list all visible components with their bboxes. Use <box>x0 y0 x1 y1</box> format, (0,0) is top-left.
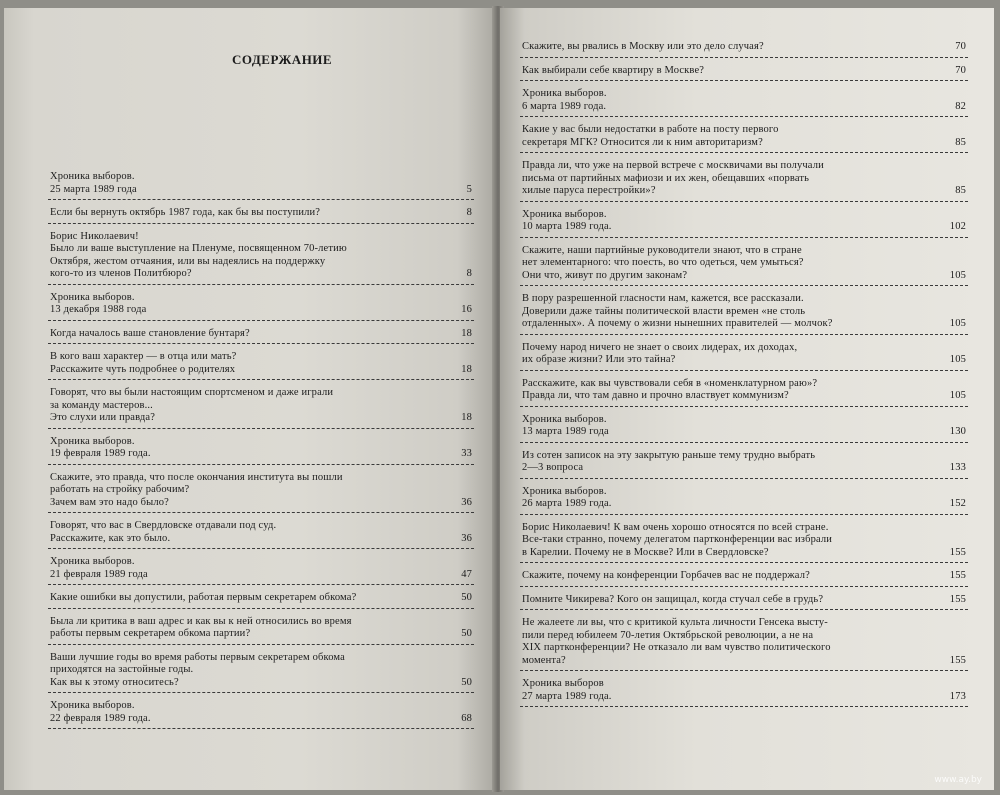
toc-entry <box>520 292 968 335</box>
toc-entry <box>520 449 968 479</box>
toc-entry <box>520 87 968 117</box>
toc-entry-text: Ваши лучшие годы во время работы первым секретарем обкома приходятся на застойные годы. Как вы к этому относитесь? <box>50 651 345 688</box>
toc-entry <box>520 40 968 58</box>
toc-entry <box>48 471 474 514</box>
toc-entry-text: Какие у вас были недостатки в работе на посту первого секретаря МГК? Относится ли к ним авторитаризм? <box>522 124 779 148</box>
toc-entry-text: Хроника выборов. 19 февраля 1989 года. <box>50 435 151 459</box>
toc-entry-page: 173 <box>949 690 966 702</box>
toc-entry-page: 18 <box>461 412 472 423</box>
toc-entry-page: 18 <box>461 363 472 375</box>
toc-entry-text: Борис Николаевич! К вам очень хорошо относятся по всей стране. Все-таки странно, почему делегатом партконференции вас избрали в Карелии. Почему не в Москве? Или в Свердловске? <box>522 521 833 558</box>
toc-entry <box>520 159 968 202</box>
watermark: www.ay.by <box>934 775 982 785</box>
toc-entry-text: Хроника выборов. 6 марта 1989 года. <box>522 88 607 112</box>
toc-entry-page: 105 <box>949 318 966 329</box>
toc-entry-page: 50 <box>461 628 472 639</box>
toc-entry-page: 50 <box>461 676 472 688</box>
toc-entry-page: 133 <box>949 462 966 473</box>
toc-entry-page: 105 <box>949 390 966 401</box>
toc-entry <box>520 123 968 153</box>
toc-entry-page: 105 <box>949 354 966 365</box>
toc-entry-text: Говорят, что вас в Свердловске отдавали под суд. Расскажите, как это было. <box>50 520 277 544</box>
toc-entry-page: 155 <box>949 546 966 558</box>
toc-entry-text: Почему народ ничего не знает о своих лидерах, их доходах, их образе жизни? Или это тайна? <box>522 341 798 365</box>
toc-entry-text: Хроника выборов. 13 марта 1989 года <box>522 413 609 437</box>
toc-entry <box>48 651 474 694</box>
toc-entry-page: 155 <box>949 593 966 605</box>
toc-entry-page: 155 <box>949 654 966 666</box>
toc-entry <box>48 291 474 321</box>
toc-entry <box>520 593 968 611</box>
toc-entry-text: Как выбирали себе квартиру в Москве? <box>522 64 705 76</box>
toc-entry <box>520 64 968 82</box>
toc-entry-page: 16 <box>461 304 472 315</box>
toc-entry-page: 68 <box>461 712 472 724</box>
toc-list-left <box>48 170 474 735</box>
toc-entry-page: 33 <box>461 448 472 459</box>
toc-entry <box>48 170 474 200</box>
toc-entry-text: Хроника выборов. 13 декабря 1988 года <box>50 291 147 315</box>
toc-entry <box>520 341 968 371</box>
toc-entry <box>48 206 474 224</box>
toc-entry <box>48 230 474 285</box>
toc-entry-page: 36 <box>461 496 472 508</box>
toc-list-right <box>520 40 968 713</box>
toc-entry-text: Помните Чикирева? Кого он защищал, когда стучал себе в грудь? <box>522 593 824 605</box>
toc-entry-text: Скажите, вы рвались в Москву или это дело случая? <box>522 41 764 52</box>
toc-entry-text: В кого ваш характер — в отца или мать? Расскажите чуть подробнее о родителях <box>50 351 237 375</box>
toc-entry-page: 18 <box>461 327 472 339</box>
toc-entry-text: Не жалеете ли вы, что с критикой культа личности Генсека высту- пили перед юбилеем 70-летия Октябрьской революции, а не на XIX партконференции? Не отказало ли вам чувство политического момента? <box>522 617 831 666</box>
toc-entry-text: Хроника выборов 27 марта 1989 года. <box>522 678 612 702</box>
toc-entry-text: Скажите, почему на конференции Горбачев вас не поддержал? <box>522 570 810 581</box>
toc-entry <box>48 519 474 549</box>
toc-entry-page: 8 <box>466 207 472 218</box>
toc-entry-text: Правда ли, что уже на первой встрече с москвичами вы получали письма от партийных мафиози и их жен, обещавших «порвать хилые паруса перестройки»? <box>522 160 824 196</box>
toc-entry-page: 155 <box>949 570 966 581</box>
toc-entry <box>520 413 968 443</box>
toc-entry-page: 105 <box>949 269 966 281</box>
toc-entry-page: 36 <box>461 532 472 544</box>
toc-entry-page: 152 <box>949 498 966 509</box>
left-page <box>4 8 497 790</box>
toc-entry-page: 82 <box>955 100 966 112</box>
toc-entry-page: 70 <box>955 64 966 76</box>
toc-entry-text: Хроника выборов. 25 марта 1989 года <box>50 171 137 195</box>
toc-entry-text: Хроника выборов. 26 марта 1989 года. <box>522 485 612 509</box>
toc-entry-text: Хроника выборов. 22 февраля 1989 года. <box>50 700 151 724</box>
toc-entry <box>48 555 474 585</box>
toc-entry <box>48 591 474 609</box>
toc-entry <box>520 377 968 407</box>
toc-entry-text: Хроника выборов. 21 февраля 1989 года <box>50 556 148 580</box>
toc-entry-text: Говорят, что вы были настоящим спортсменом и даже играли за команду мастеров... Это слухи или правда? <box>50 387 334 423</box>
toc-entry <box>520 244 968 287</box>
toc-entry-page: 47 <box>461 568 472 580</box>
toc-entry <box>48 699 474 729</box>
toc-entry <box>520 677 968 707</box>
toc-entry <box>520 569 968 587</box>
toc-entry-text: Была ли критика в ваш адрес и как вы к ней относились во время работы первым секретарем обкома партии? <box>50 615 352 639</box>
toc-entry-text: Когда началось ваше становление бунтаря? <box>50 327 250 339</box>
toc-entry <box>48 615 474 645</box>
toc-entry-page: 8 <box>466 268 472 279</box>
toc-entry-text: Хроника выборов. 10 марта 1989 года. <box>522 208 612 232</box>
toc-entry-text: Какие ошибки вы допустили, работая первым секретарем обкома? <box>50 592 357 603</box>
toc-entry-page: 130 <box>949 426 966 437</box>
toc-entry-text: Скажите, это правда, что после окончания института вы пошли работать на стройку рабочим? Зачем вам это надо было? <box>50 471 343 508</box>
toc-entry-text: В пору разрешенной гласности нам, кажется, все рассказали. Доверили даже тайны политической власти времен «не столь отдаленных». А почему о жизни нынешних правителей — молчок? <box>522 293 833 329</box>
toc-entry-page: 70 <box>955 41 966 52</box>
toc-entry-text: Из сотен записок на эту закрытую раньше тему трудно выбрать 2—3 вопроса <box>522 449 816 473</box>
toc-entry <box>520 616 968 671</box>
toc-entry <box>520 521 968 564</box>
toc-entry <box>48 386 474 429</box>
toc-entry <box>520 208 968 238</box>
toc-entry-text: Борис Николаевич! Было ли ваше выступление на Пленуме, посвященном 70-летию Октября, жестом отчаяния, или вы надеялись на поддержку кого-то из членов Политбюро? <box>50 230 347 279</box>
page-title: СОДЕРЖАНИЕ <box>232 52 333 67</box>
toc-entry-page: 85 <box>955 136 966 148</box>
toc-entry <box>520 485 968 515</box>
toc-entry-text: Расскажите, как вы чувствовали себя в «номенклатурном раю»? Правда ли, что там давно и прочно властвует коммунизм? <box>522 377 818 401</box>
toc-entry-page: 5 <box>466 183 472 195</box>
toc-entry-page: 50 <box>461 592 472 603</box>
toc-entry <box>48 327 474 345</box>
toc-entry-page: 85 <box>955 185 966 196</box>
toc-entry <box>48 350 474 380</box>
toc-entry-text: Скажите, наши партийные руководители знают, что в стране нет элементарного: что поесть, во что одеться, чем умыться? Они что, живут по другим законам? <box>522 244 804 281</box>
toc-entry-page: 102 <box>949 221 966 232</box>
toc-entry <box>48 435 474 465</box>
right-page <box>500 8 994 790</box>
toc-entry-text: Если бы вернуть октябрь 1987 года, как бы вы поступили? <box>50 207 321 218</box>
